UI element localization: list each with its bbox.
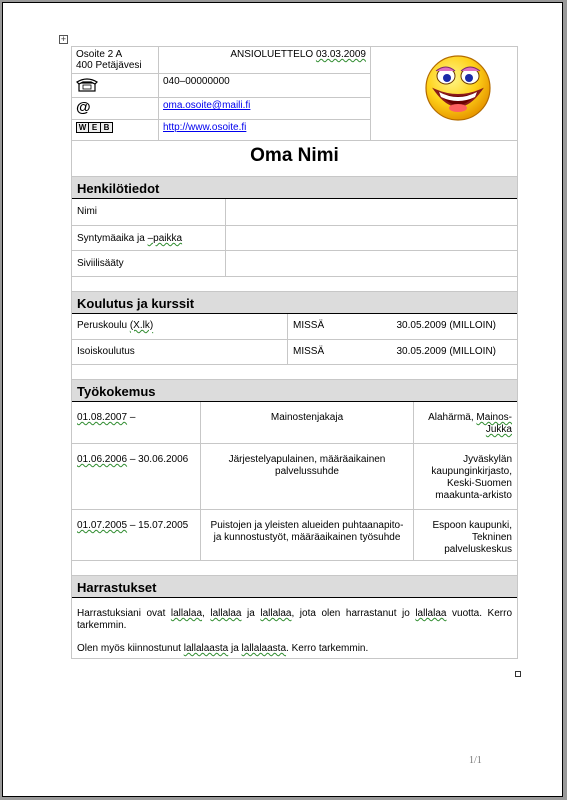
phone-value: 040–00000000 xyxy=(163,76,230,87)
email-cell xyxy=(159,98,370,119)
personal-label: Nimi xyxy=(77,206,97,217)
personal-row xyxy=(72,250,517,276)
doc-title: ANSIOLUETTELO 03.03.2009 xyxy=(230,49,366,60)
education-row xyxy=(72,314,517,339)
web-link[interactable]: http://www.osoite.fi xyxy=(163,122,247,133)
hobbies-paragraph: Olen myös kiinnostunut lallalaasta ja lallalaasta. Kerro tarkemmin. xyxy=(77,643,369,654)
section-header-education: Koulutus ja kurssit xyxy=(72,291,517,314)
header-block xyxy=(72,46,517,140)
work-dates: 01.08.2007 – xyxy=(77,412,136,423)
work-dates: 01.07.2005 – 15.07.2005 xyxy=(77,520,189,531)
work-role: Mainostenjakaja xyxy=(200,402,413,443)
web-icon-letter: B xyxy=(101,123,112,132)
education-when: 30.05.2009 (MILLOIN) xyxy=(396,346,496,357)
work-row xyxy=(72,402,517,443)
email-row xyxy=(72,98,370,120)
page-number: 1/1 xyxy=(469,755,482,766)
web-icon xyxy=(76,122,113,133)
personal-row xyxy=(72,225,517,250)
section-header-work: Työkokemus xyxy=(72,379,517,402)
education-name: Isoiskoulutus xyxy=(77,346,135,357)
personal-label: Syntymäaika ja –paikka xyxy=(77,233,183,244)
web-icon-letter: E xyxy=(89,123,101,132)
spacer xyxy=(72,560,517,575)
cv-table xyxy=(71,46,518,659)
work-row xyxy=(72,509,517,560)
photo-cell xyxy=(370,47,517,140)
work-place: Espoon kaupunki, Tekninen palveluskeskus xyxy=(413,510,517,560)
email-link[interactable]: oma.osoite@maili.fi xyxy=(163,100,251,111)
personal-label: Siviilisääty xyxy=(77,258,124,269)
full-name: Oma Nimi xyxy=(72,140,517,170)
education-details xyxy=(287,340,517,364)
document-page xyxy=(2,2,563,797)
hobbies-text xyxy=(72,598,517,658)
education-row xyxy=(72,339,517,364)
education-where: MISSÄ xyxy=(293,320,325,331)
work-place: Jyväskylän kaupunginkirjasto, Keski-Suomen maakunta-arkisto xyxy=(413,444,517,509)
address-cell xyxy=(72,47,159,73)
education-where: MISSÄ xyxy=(293,346,325,357)
work-role: Järjestelyapulainen, määräaikainen palvelussuhde xyxy=(200,444,413,509)
email-icon-cell xyxy=(72,98,159,119)
hobbies-paragraph: Harrastuksiani ovat lallalaa, lallalaa ja lallalaa, jota olen harrastanut jo lallalaa vuotta. Kerro tarkemmin. xyxy=(77,608,513,631)
telephone-icon xyxy=(76,76,98,92)
education-details xyxy=(287,314,517,339)
phone-icon-cell xyxy=(72,74,159,97)
education-when: 30.05.2009 (MILLOIN) xyxy=(396,320,496,331)
phone-row xyxy=(72,74,370,98)
spacer xyxy=(72,276,517,291)
contact-info xyxy=(72,47,370,140)
section-header-personal: Henkilötiedot xyxy=(72,176,517,199)
work-row xyxy=(72,443,517,509)
personal-value[interactable] xyxy=(225,226,517,250)
personal-row xyxy=(72,199,517,225)
cv-grid xyxy=(71,46,518,659)
web-cell xyxy=(159,120,370,140)
web-row xyxy=(72,120,370,140)
web-icon-cell xyxy=(72,120,159,140)
personal-value[interactable] xyxy=(225,199,517,225)
address-row xyxy=(72,47,370,74)
smiley-icon xyxy=(421,50,495,122)
section-header-hobbies: Harrastukset xyxy=(72,575,517,598)
table-resize-handle[interactable] xyxy=(515,671,521,677)
personal-value[interactable] xyxy=(225,251,517,276)
web-icon-letter: W xyxy=(77,123,89,132)
table-move-handle-icon[interactable]: + xyxy=(60,34,67,44)
at-icon: @ xyxy=(76,99,91,116)
work-role: Puistojen ja yleisten alueiden puhtaanapito- ja kunnostustyöt, määräaikainen työsuhde xyxy=(200,510,413,560)
work-dates: 01.06.2006 – 30.06.2006 xyxy=(77,454,189,465)
education-name: Peruskoulu (X.lk) xyxy=(77,320,154,331)
spacer xyxy=(72,364,517,379)
address-line2: 400 Petäjävesi xyxy=(76,60,142,71)
hobbies-row xyxy=(72,598,517,659)
work-place: Alahärmä, Mainos-Jukka xyxy=(413,402,517,443)
doc-title-cell xyxy=(159,47,370,73)
address-line1: Osoite 2 A xyxy=(76,49,123,60)
